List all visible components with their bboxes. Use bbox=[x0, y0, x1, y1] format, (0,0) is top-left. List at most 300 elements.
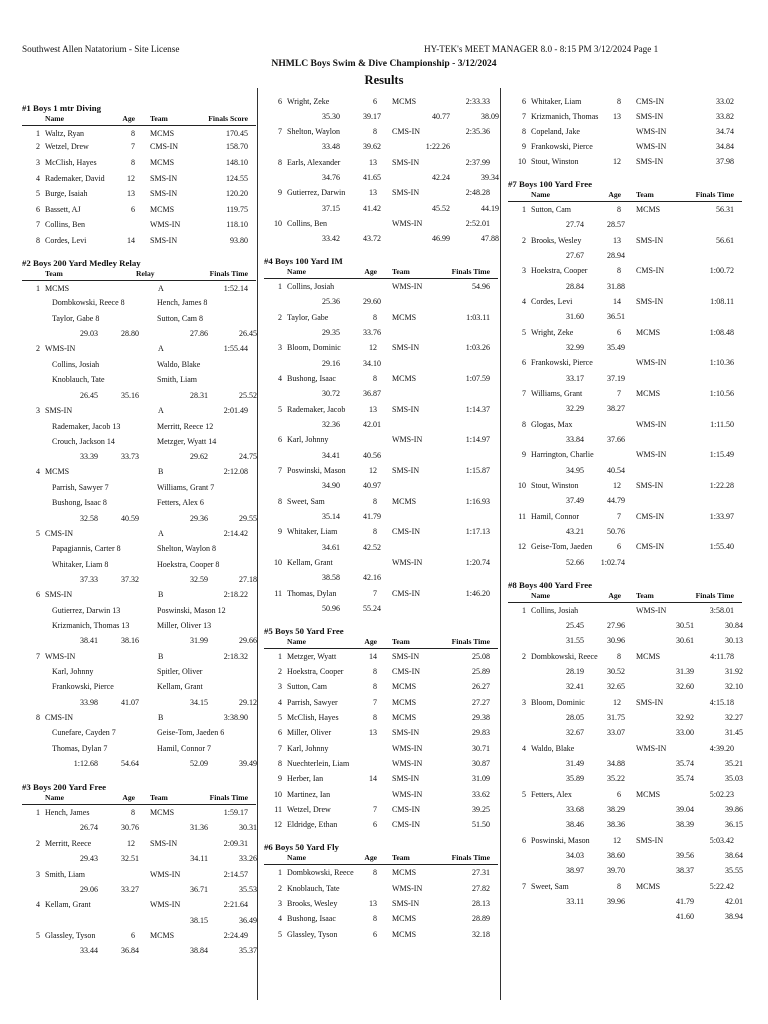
column-headers bbox=[22, 794, 256, 803]
swimmer-name: Bushong, Isaac bbox=[287, 914, 336, 923]
split-times bbox=[508, 668, 742, 678]
relay-letter: A bbox=[158, 406, 164, 415]
split-time: 32.41 bbox=[566, 682, 584, 691]
result: 29.83 bbox=[472, 728, 490, 737]
result-row bbox=[22, 190, 256, 200]
age: 12 bbox=[613, 157, 621, 166]
relay-swimmers bbox=[22, 299, 256, 309]
header-age: Age bbox=[608, 591, 621, 600]
relay-swimmers bbox=[22, 745, 256, 755]
split-time: 50.76 bbox=[607, 527, 625, 536]
age: 14 bbox=[369, 774, 377, 783]
age: 12 bbox=[613, 481, 621, 490]
result: 2:14.42 bbox=[223, 529, 248, 538]
team: WMS-IN bbox=[636, 606, 667, 615]
result-row bbox=[508, 451, 742, 461]
split-times bbox=[264, 143, 498, 153]
result: 1:10.56 bbox=[709, 389, 734, 398]
result-row bbox=[264, 900, 498, 910]
split-times bbox=[508, 528, 742, 538]
event-title: #7 Boys 100 Yard Free bbox=[508, 179, 593, 189]
result-row bbox=[264, 220, 498, 230]
result-row bbox=[22, 130, 256, 140]
split-time: 38.94 bbox=[725, 912, 743, 921]
header-age: Age bbox=[122, 114, 135, 123]
result: 1:08.11 bbox=[710, 297, 734, 306]
swimmer-name: Waldo, Blake bbox=[531, 744, 575, 753]
split-time: 30.13 bbox=[725, 636, 743, 645]
event-title: #5 Boys 50 Yard Free bbox=[264, 626, 344, 636]
swimmer-name: Miller, Oliver bbox=[287, 728, 332, 737]
relay-swimmers bbox=[22, 499, 256, 509]
split-time: 31.39 bbox=[676, 667, 694, 676]
split-time: 30.96 bbox=[607, 636, 625, 645]
result: 2:37.99 bbox=[465, 158, 490, 167]
relay-swimmers bbox=[22, 561, 256, 571]
result: 1:11.50 bbox=[710, 420, 734, 429]
result: 1:15.49 bbox=[709, 450, 734, 459]
place: 2 bbox=[522, 652, 526, 661]
swimmer-name: Sweet, Sam bbox=[531, 882, 569, 891]
column-headers bbox=[22, 115, 256, 124]
result: 2:12.08 bbox=[223, 467, 248, 476]
split-times bbox=[264, 235, 498, 245]
result: 31.09 bbox=[472, 774, 490, 783]
result: 2:52.01 bbox=[465, 219, 490, 228]
swimmer-name: Hoekstra, Cooper bbox=[287, 667, 344, 676]
split-time: 33.68 bbox=[566, 805, 584, 814]
split-time: 27.74 bbox=[566, 220, 584, 229]
age: 8 bbox=[373, 868, 377, 877]
swimmer-name: Rademaker, Jacob bbox=[287, 405, 346, 414]
team: CMS-IN bbox=[392, 805, 421, 814]
split-time: 27.67 bbox=[566, 251, 584, 260]
result: 2:18.22 bbox=[223, 590, 248, 599]
split-time: 26.45 bbox=[80, 391, 98, 400]
place: 12 bbox=[274, 820, 282, 829]
split-time: 38.39 bbox=[676, 820, 694, 829]
result-row bbox=[264, 98, 498, 108]
result-row bbox=[508, 267, 742, 277]
split-time: 32.51 bbox=[121, 854, 139, 863]
split-time: 38.41 bbox=[80, 636, 98, 645]
swimmer-name: Bushong, Isaac bbox=[287, 374, 336, 383]
event-title: #2 Boys 200 Yard Medley Relay bbox=[22, 258, 141, 268]
swimmer-name: Wright, Zeke bbox=[287, 97, 330, 106]
team: MCMS bbox=[636, 205, 661, 214]
split-time: 27.86 bbox=[190, 329, 208, 338]
split-times bbox=[508, 913, 742, 923]
relay-swimmers bbox=[22, 361, 256, 371]
team: WMS-IN bbox=[392, 759, 423, 768]
header-result: Finals Time bbox=[451, 853, 490, 862]
team: SMS-IN bbox=[636, 157, 664, 166]
result: 27.27 bbox=[472, 698, 490, 707]
split-times bbox=[22, 855, 256, 865]
split-times bbox=[22, 760, 256, 770]
age: 6 bbox=[131, 931, 135, 940]
result-row bbox=[264, 821, 498, 831]
result: 4:15.18 bbox=[709, 698, 734, 707]
place: 9 bbox=[278, 527, 282, 536]
result-row bbox=[508, 237, 742, 247]
result-row bbox=[22, 840, 256, 850]
age: 6 bbox=[131, 205, 135, 214]
split-time: 44.79 bbox=[607, 496, 625, 505]
place: 1 bbox=[278, 868, 282, 877]
result-row bbox=[508, 359, 742, 369]
place: 6 bbox=[278, 728, 282, 737]
result: 2:01.49 bbox=[223, 406, 248, 415]
split-time: 37.19 bbox=[607, 374, 625, 383]
team: WMS-IN bbox=[636, 358, 667, 367]
header-result: Finals Time bbox=[695, 591, 734, 600]
split-time: 28.94 bbox=[607, 251, 625, 260]
team: MCMS bbox=[636, 389, 661, 398]
split-time: 33.73 bbox=[121, 452, 139, 461]
relay-letter: B bbox=[158, 713, 164, 722]
split-times bbox=[508, 775, 742, 785]
team: MCMS bbox=[392, 914, 417, 923]
relay-letter: A bbox=[158, 344, 164, 353]
split-time: 42.01 bbox=[363, 420, 381, 429]
team: CMS-IN bbox=[636, 266, 665, 275]
split-time: 40.59 bbox=[121, 514, 139, 523]
team: MCMS bbox=[150, 808, 175, 817]
result-row bbox=[508, 883, 742, 893]
age: 8 bbox=[131, 158, 135, 167]
split-time: 30.51 bbox=[676, 621, 694, 630]
result-row bbox=[264, 344, 498, 354]
result-row bbox=[508, 206, 742, 216]
column-divider-1 bbox=[257, 88, 258, 1000]
place: 4 bbox=[522, 297, 526, 306]
column-headers bbox=[508, 592, 742, 601]
split-time: 33.00 bbox=[676, 728, 694, 737]
result: 119.75 bbox=[226, 205, 248, 214]
result-row bbox=[264, 128, 498, 138]
header-name: Name bbox=[45, 114, 64, 123]
swimmer-name: Waltz, Ryan bbox=[45, 129, 85, 138]
split-time: 33.26 bbox=[239, 854, 257, 863]
place: 6 bbox=[522, 97, 526, 106]
age: 8 bbox=[373, 713, 377, 722]
column-headers bbox=[264, 854, 498, 863]
result-row bbox=[508, 113, 742, 123]
result-row bbox=[264, 498, 498, 508]
split-time: 1:22.26 bbox=[425, 142, 450, 151]
place: 6 bbox=[36, 590, 40, 599]
age: 8 bbox=[373, 313, 377, 322]
split-times bbox=[508, 313, 742, 323]
split-time: 28.57 bbox=[607, 220, 625, 229]
split-time: 28.05 bbox=[566, 713, 584, 722]
split-time: 37.66 bbox=[607, 435, 625, 444]
place: 2 bbox=[36, 839, 40, 848]
team: CMS-IN bbox=[392, 527, 421, 536]
age: 7 bbox=[373, 589, 377, 598]
split-time: 31.55 bbox=[566, 636, 584, 645]
relay-swimmer: Poswinski, Mason 12 bbox=[157, 606, 226, 615]
place: 4 bbox=[522, 744, 526, 753]
team: MCMS bbox=[636, 790, 661, 799]
team: MCMS bbox=[636, 328, 661, 337]
age: 7 bbox=[373, 805, 377, 814]
place: 2 bbox=[36, 344, 40, 353]
split-times bbox=[508, 637, 742, 647]
result-row bbox=[508, 653, 742, 663]
team: MCMS bbox=[392, 313, 417, 322]
age: 8 bbox=[131, 808, 135, 817]
age: 6 bbox=[617, 542, 621, 551]
result: 2:09.31 bbox=[223, 839, 248, 848]
age: 12 bbox=[127, 839, 135, 848]
relay-swimmer: Miller, Oliver 13 bbox=[157, 621, 212, 630]
result: 148.10 bbox=[226, 158, 248, 167]
split-times bbox=[508, 729, 742, 739]
split-time: 39.70 bbox=[607, 866, 625, 875]
relay-swimmer: Metzger, Wyatt 14 bbox=[157, 437, 217, 446]
relay-row bbox=[22, 591, 256, 601]
split-time: 32.36 bbox=[322, 420, 340, 429]
team: WMS-IN bbox=[636, 744, 667, 753]
relay-row bbox=[22, 285, 256, 295]
result: 51.50 bbox=[472, 820, 490, 829]
swimmer-name: Thomas, Dylan bbox=[287, 589, 337, 598]
place: 11 bbox=[518, 512, 526, 521]
split-time: 35.16 bbox=[121, 391, 139, 400]
result: 93.80 bbox=[230, 236, 248, 245]
place: 7 bbox=[278, 466, 282, 475]
age: 7 bbox=[131, 142, 135, 151]
place: 3 bbox=[36, 158, 40, 167]
team: WMS-IN bbox=[392, 790, 423, 799]
split-time: 31.45 bbox=[725, 728, 743, 737]
relay-swimmer: Cunefare, Cayden 7 bbox=[52, 728, 116, 737]
result: 27.82 bbox=[472, 884, 490, 893]
place: 7 bbox=[278, 744, 282, 753]
column-headers bbox=[508, 191, 742, 200]
split-time: 30.72 bbox=[322, 389, 340, 398]
header-rule bbox=[264, 278, 498, 279]
place: 7 bbox=[522, 882, 526, 891]
split-time: 33.27 bbox=[121, 885, 139, 894]
result-row bbox=[264, 653, 498, 663]
relay-swimmer: Gutierrez, Darwin 13 bbox=[52, 606, 121, 615]
split-times bbox=[508, 252, 742, 262]
place: 2 bbox=[278, 313, 282, 322]
split-times bbox=[264, 452, 498, 462]
split-times bbox=[22, 515, 256, 525]
header-age: Age bbox=[364, 267, 377, 276]
split-time: 42.24 bbox=[432, 173, 450, 182]
team: SMS-IN bbox=[392, 652, 420, 661]
split-time: 30.84 bbox=[725, 621, 743, 630]
split-times bbox=[264, 544, 498, 554]
header-name: Name bbox=[531, 190, 550, 199]
split-time: 35.14 bbox=[322, 512, 340, 521]
split-time: 34.76 bbox=[322, 173, 340, 182]
split-time: 33.07 bbox=[607, 728, 625, 737]
swimmer-name: Stout, Winston bbox=[531, 481, 579, 490]
place: 5 bbox=[278, 405, 282, 414]
result: 54.96 bbox=[472, 282, 490, 291]
split-time: 39.56 bbox=[676, 851, 694, 860]
team: SMS-IN bbox=[150, 174, 178, 183]
swimmer-name: Krizmanich, Thomas bbox=[531, 112, 599, 121]
place: 8 bbox=[522, 420, 526, 429]
split-time: 32.99 bbox=[566, 343, 584, 352]
split-times bbox=[264, 298, 498, 308]
relay-swimmer: Smith, Liam bbox=[157, 375, 197, 384]
result: 124.55 bbox=[226, 174, 248, 183]
split-time: 38.36 bbox=[607, 820, 625, 829]
place: 4 bbox=[36, 467, 40, 476]
split-times bbox=[22, 637, 256, 647]
result: 30.71 bbox=[472, 744, 490, 753]
split-time: 31.36 bbox=[190, 823, 208, 832]
result-row bbox=[508, 791, 742, 801]
swimmer-name: Karl, Johnny bbox=[287, 435, 329, 444]
swimmer-name: Wright, Zeke bbox=[531, 328, 574, 337]
split-time: 38.09 bbox=[481, 112, 499, 121]
split-times bbox=[508, 221, 742, 231]
team: WMS-IN bbox=[392, 435, 423, 444]
swimmer-name: Kellam, Grant bbox=[287, 558, 333, 567]
split-time: 29.55 bbox=[239, 514, 257, 523]
split-time: 41.79 bbox=[363, 512, 381, 521]
result: 2:24.49 bbox=[223, 931, 248, 940]
column-divider-2 bbox=[500, 88, 501, 1000]
result: 2:21.64 bbox=[223, 900, 248, 909]
split-times bbox=[508, 821, 742, 831]
split-time: 32.60 bbox=[676, 682, 694, 691]
relay-swimmers bbox=[22, 668, 256, 678]
result: 170.45 bbox=[226, 129, 248, 138]
result: 39.25 bbox=[472, 805, 490, 814]
header-age: Age bbox=[122, 793, 135, 802]
swimmer-name: Collins, Ben bbox=[45, 220, 86, 229]
relay-swimmer: Merritt, Reece 12 bbox=[157, 422, 214, 431]
place: 6 bbox=[36, 205, 40, 214]
age: 6 bbox=[373, 97, 377, 106]
team: MCMS bbox=[45, 284, 70, 293]
split-time: 38.58 bbox=[322, 573, 340, 582]
swimmer-name: McClish, Hayes bbox=[45, 158, 97, 167]
relay-swimmer: Karl, Johnny bbox=[52, 667, 94, 676]
age: 8 bbox=[373, 527, 377, 536]
swimmer-name: Geise-Tom, Jaeden bbox=[531, 542, 593, 551]
place: 3 bbox=[36, 406, 40, 415]
result: 1:59.17 bbox=[223, 808, 248, 817]
split-times bbox=[508, 467, 742, 477]
result: 33.62 bbox=[472, 790, 490, 799]
swimmer-name: Sutton, Cam bbox=[287, 682, 328, 691]
team: CMS-IN bbox=[392, 820, 421, 829]
result: 4:39.20 bbox=[709, 744, 734, 753]
split-time: 31.88 bbox=[607, 282, 625, 291]
split-time: 45.52 bbox=[432, 204, 450, 213]
split-times bbox=[508, 760, 742, 770]
age: 14 bbox=[127, 236, 135, 245]
split-times bbox=[508, 375, 742, 385]
split-times bbox=[22, 330, 256, 340]
team: SMS-IN bbox=[636, 836, 664, 845]
result-row bbox=[508, 699, 742, 709]
result-row bbox=[264, 283, 498, 293]
place: 12 bbox=[518, 542, 526, 551]
team: SMS-IN bbox=[45, 590, 73, 599]
team: MCMS bbox=[45, 467, 70, 476]
split-time: 28.31 bbox=[190, 391, 208, 400]
result-row bbox=[508, 837, 742, 847]
team: WMS-IN bbox=[392, 219, 423, 228]
result-row bbox=[508, 329, 742, 339]
split-time: 41.42 bbox=[363, 204, 381, 213]
relay-swimmer: Whitaker, Liam 8 bbox=[52, 560, 109, 569]
age: 12 bbox=[613, 836, 621, 845]
split-time: 31.99 bbox=[190, 636, 208, 645]
result-row bbox=[508, 745, 742, 755]
split-time: 41.65 bbox=[363, 173, 381, 182]
split-time: 30.52 bbox=[607, 667, 625, 676]
age: 8 bbox=[617, 652, 621, 661]
age: 13 bbox=[613, 112, 621, 121]
swimmer-name: Collins, Josiah bbox=[287, 282, 335, 291]
event-title: #3 Boys 200 Yard Free bbox=[22, 782, 107, 792]
place: 8 bbox=[522, 127, 526, 136]
team: MCMS bbox=[392, 930, 417, 939]
split-time: 27.18 bbox=[239, 575, 257, 584]
split-time: 31.49 bbox=[566, 759, 584, 768]
swimmer-name: Metzger, Wyatt bbox=[287, 652, 337, 661]
swimmer-name: Sweet, Sam bbox=[287, 497, 325, 506]
age: 8 bbox=[617, 266, 621, 275]
age: 7 bbox=[617, 512, 621, 521]
relay-letter: A bbox=[158, 529, 164, 538]
team: MCMS bbox=[392, 682, 417, 691]
team: SMS-IN bbox=[392, 158, 420, 167]
swimmer-name: Cordes, Levi bbox=[45, 236, 87, 245]
team: CMS-IN bbox=[636, 97, 665, 106]
split-times bbox=[264, 174, 498, 184]
team: WMS-IN bbox=[150, 220, 181, 229]
result: 33.82 bbox=[716, 112, 734, 121]
result-row bbox=[508, 421, 742, 431]
result: 1:16.93 bbox=[465, 497, 490, 506]
split-time: 54.64 bbox=[121, 759, 139, 768]
split-time: 38.97 bbox=[566, 866, 584, 875]
result-row bbox=[508, 98, 742, 108]
team: MCMS bbox=[392, 374, 417, 383]
split-time: 38.60 bbox=[607, 851, 625, 860]
split-time: 33.76 bbox=[363, 328, 381, 337]
age: 14 bbox=[369, 652, 377, 661]
result-row bbox=[264, 699, 498, 709]
age: 6 bbox=[373, 820, 377, 829]
split-time: 42.01 bbox=[725, 897, 743, 906]
site-license: Southwest Allen Natatorium - Site License bbox=[22, 44, 180, 54]
team: WMS-IN bbox=[150, 900, 181, 909]
age: 8 bbox=[373, 667, 377, 676]
split-time: 34.03 bbox=[566, 851, 584, 860]
split-time: 26.74 bbox=[80, 823, 98, 832]
split-time: 41.60 bbox=[676, 912, 694, 921]
relay-letter: B bbox=[158, 590, 164, 599]
split-time: 34.88 bbox=[607, 759, 625, 768]
header-name: Name bbox=[287, 267, 306, 276]
split-time: 33.44 bbox=[80, 946, 98, 955]
